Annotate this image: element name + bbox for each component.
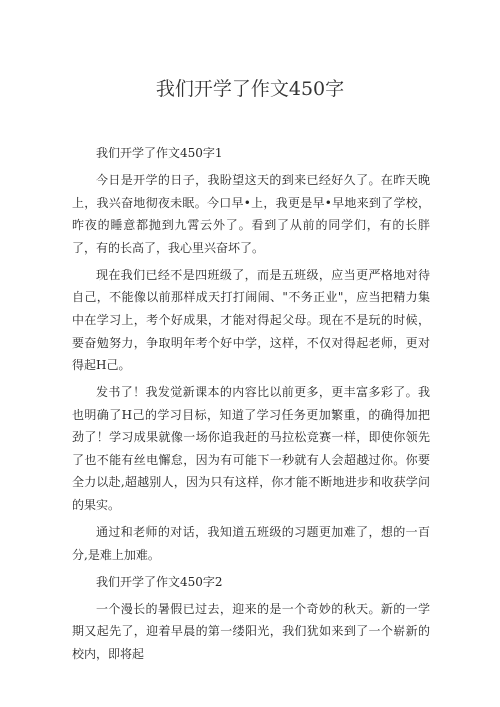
document-title: 我们开学了作文450字 <box>155 78 345 100</box>
paragraph: 今日是开学的日子，我盼望这天的到来已经好久了。在昨天晚上，我兴奋地彻夜未眠。今口早•上，我更是早•早地来到了学校，昨夜的睡意都抛到九霄云外了。看到了从前的同学们，有的长胖了，有的长高了，我心里兴奋坏了。 <box>72 172 430 255</box>
paragraph: 现在我们已经不是四班级了，而是五班级，应当更严格地对待自己，不能像以前那样成天打打闹闹、"不务正业"，应当把精力集中在学习上，考个好成果，才能对得起父母。现在不是玩的时候，要奋勉努力，争取明年考个好中学，这样，不仅对得起老师，更对得起H己。 <box>72 267 430 373</box>
paragraph: 发书了！我发觉新课本的内容比以前更多，更丰富多彩了。我也明确了H己的学习目标，知道了学习任务更加繁重，的确得加把劲了！学习成果就像一场你追我赶的马拉松竞赛一样，即使你领先了也不能有丝电懈怠，因为有可能下一秒就有人会超越过你。你要全力以赴,超越别人，因为只有这样，你才能不断地进步和收获学问的果实。 <box>72 385 430 513</box>
paragraph: 通过和老师的对话，我知道五班级的习题更加难了，想的一百分,是难上加难。 <box>72 525 430 562</box>
document-body <box>72 142 430 670</box>
section-heading: 我们开学了作文450字1 <box>96 146 223 160</box>
paragraph: 一个漫长的暑假已过去，迎来的是一个奇妙的秋天。新的一学期又起先了，迎着早晨的第一缕阳光，我们犹如来到了一个崭新的校内，即将起 <box>72 601 430 661</box>
section-heading: 我们开学了作文450字2 <box>96 574 223 589</box>
